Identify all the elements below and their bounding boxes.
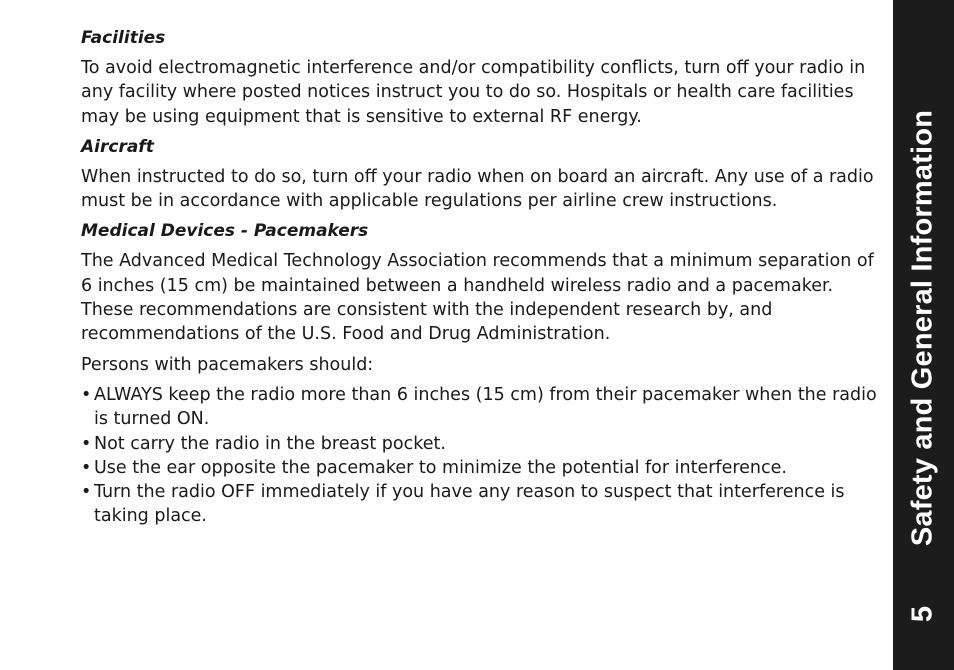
bullet-glyph: • [81,457,92,478]
bullet-text: ALWAYS keep the radio more than 6 inches (15 cm) from their pacemaker when the radio is turned ON. [94,384,877,430]
aircraft-paragraph: When instructed to do so, turn off your radio when on board an aircraft. Any use of a radio must be in accordance with applicable regulations per airline crew instructions. [81,166,874,212]
bullet-item [81,383,881,432]
bullet-glyph: • [81,482,92,503]
aircraft-heading: Aircraft [81,136,154,157]
bullet-item [81,432,881,456]
section-title: Safety and General Information [906,109,939,547]
page-content [81,26,881,529]
bullet-text: Turn the radio OFF immediately if you have any reason to suspect that interference is taking place. [94,482,845,527]
bullet-glyph: • [81,384,92,405]
medical-devices-heading: Medical Devices - Pacemakers [81,221,369,242]
section-side-tab [893,0,954,670]
bullet-text: Not carry the radio in the breast pocket. [94,433,446,454]
pacemaker-paragraph: The Advanced Medical Technology Association recommends that a minimum separation of 6 inches (15 cm) be maintained between a handheld wireless radio and a pacemaker. These recommendations are consistent with the independent research by, and recommendations of the U.S. Food and Drug Administration. [81,251,874,345]
bullet-item [81,480,881,529]
bullet-item [81,456,881,480]
bullet-text: Use the ear opposite the pacemaker to minimize the potential for interference. [94,457,787,478]
pacemaker-intro: Persons with pacemakers should: [81,354,374,375]
page-number: 5 [906,605,939,623]
pacemaker-bullet-list [81,383,881,529]
facilities-heading: Facilities [81,28,166,48]
facilities-paragraph: To avoid electromagnetic interference and/or compatibility conflicts, turn off your radio in any facility where posted notices instruct you to do so. Hospitals or health care facilities may be using equipment that is sensitive to external RF energy. [81,58,866,127]
bullet-glyph: • [81,433,92,454]
